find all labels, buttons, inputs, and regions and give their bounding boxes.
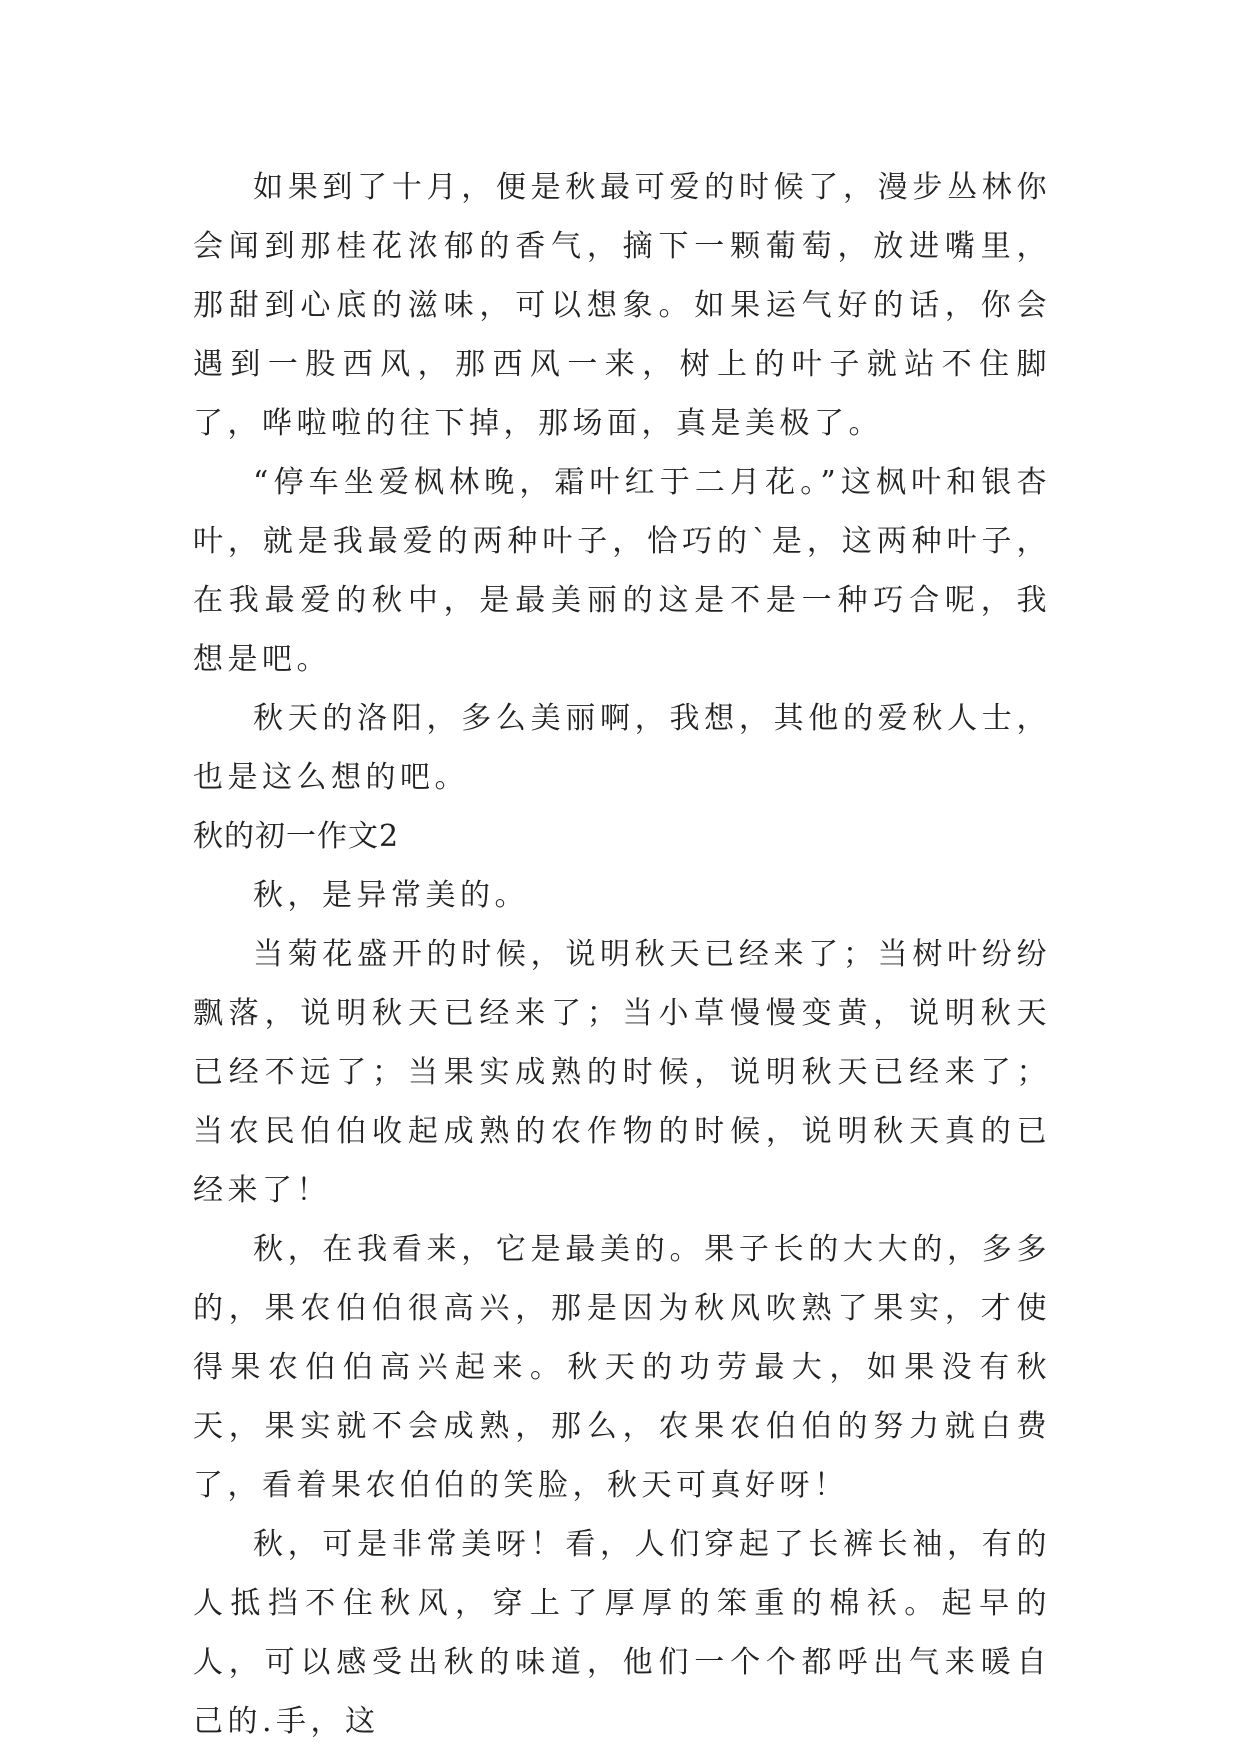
paragraph: 秋天的洛阳，多么美丽啊，我想，其他的爱秋人士，也是这么想的吧。: [193, 701, 1051, 795]
paragraph: 秋，是异常美的。: [253, 878, 529, 913]
paragraph: 当菊花盛开的时候，说明秋天已经来了；当树叶纷纷飘落，说明秋天已经来了；当小草慢慢变黄，说明秋天已经不远了；当果实成熟的时候，说明秋天已经来了；当农民伯伯收起成熟的农作物的时候，说明秋天真的已经来了！: [193, 937, 1051, 1208]
paragraph: “停车坐爱枫林晚，霜叶红于二月花。”这枫叶和银杏叶，就是我最爱的两种叶子，恰巧的`是，这两种叶子，在我最爱的秋中，是最美丽的这是不是一种巧合呢，我想是吧。: [193, 465, 1051, 677]
paragraph: 如果到了十月，便是秋最可爱的时候了，漫步丛林你会闻到那桂花浓郁的香气，摘下一颗葡萄，放进嘴里，那甜到心底的滋味，可以想象。如果运气好的话，你会遇到一股西风，那西风一来，树上的叶子就站不住脚了，哗啦啦的往下掉，那场面，真是美极了。: [193, 170, 1051, 441]
paragraph: 秋，在我看来，它是最美的。果子长的大大的，多多的，果农伯伯很高兴，那是因为秋风吹熟了果实，才使得果农伯伯高兴起来。秋天的功劳最大，如果没有秋天，果实就不会成熟，那么，农果农伯伯的努力就白费了，看着果农伯伯的笑脸，秋天可真好呀！: [193, 1232, 1051, 1503]
section-heading: 秋的初一作文2: [193, 819, 400, 854]
document-body: [193, 158, 1051, 1751]
paragraph: 秋，可是非常美呀！看，人们穿起了长裤长袖，有的人抵挡不住秋风，穿上了厚厚的笨重的棉袄。起早的人，可以感受出秋的味道，他们一个个都呼出气来暖自己的.手，这: [193, 1527, 1051, 1739]
